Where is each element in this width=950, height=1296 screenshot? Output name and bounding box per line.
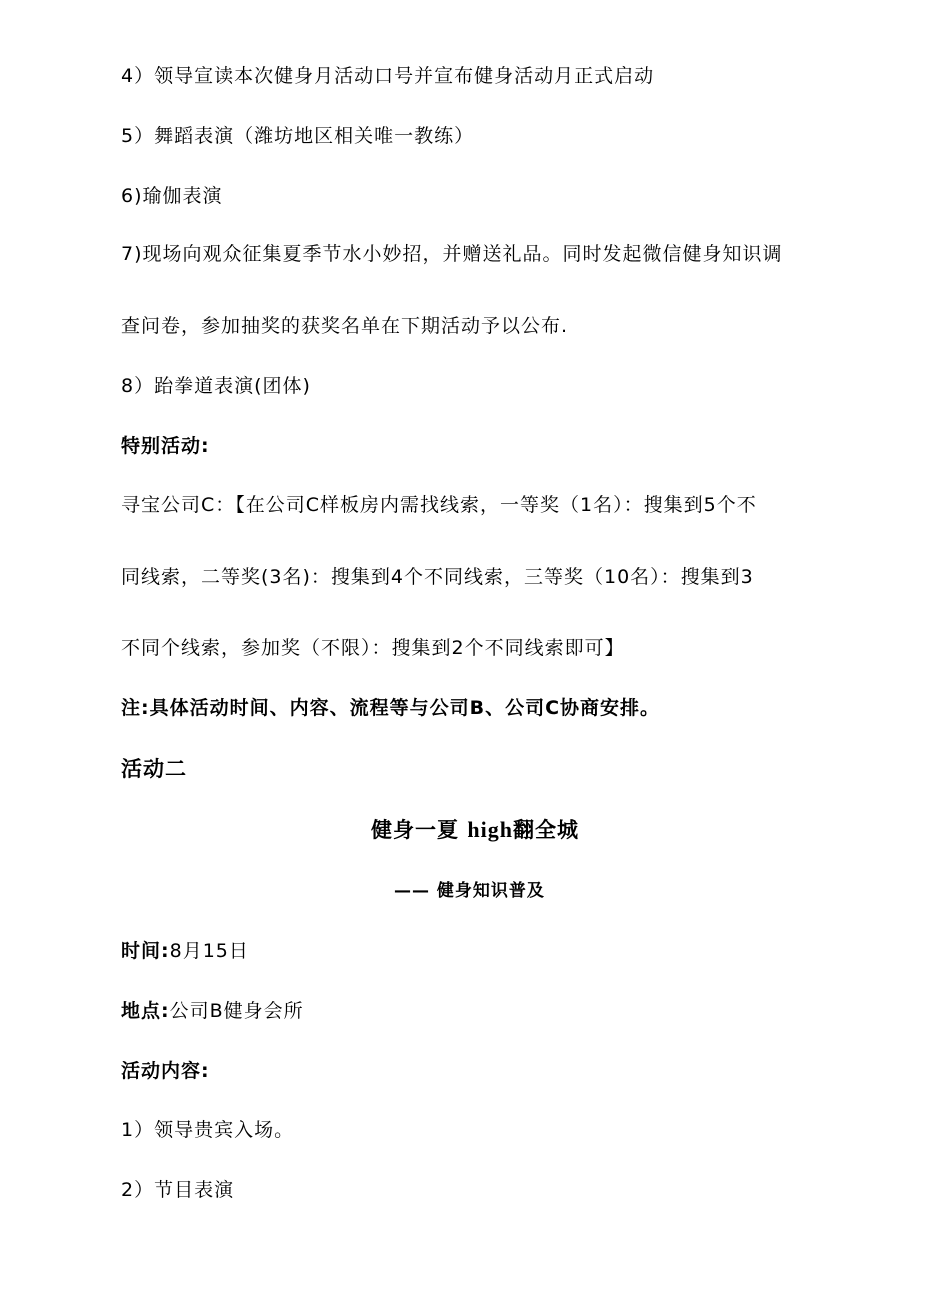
list-item: 6)瑜伽表演 <box>121 185 223 207</box>
time-value: 8月15日 <box>169 940 249 962</box>
list-item: 4）领导宣读本次健身月活动口号并宣布健身活动月正式启动 <box>121 65 655 87</box>
note-text: 注:具体活动时间、内容、流程等与公司B、公司C协商安排。 <box>121 697 661 719</box>
special-activity-heading: 特别活动: <box>121 435 210 457</box>
list-item: 5）舞蹈表演（潍坊地区相关唯一教练） <box>121 125 475 147</box>
place-row <box>121 999 840 1023</box>
list-item: 1）领导贵宾入场。 <box>121 1119 295 1141</box>
content-label: 活动内容: <box>121 1060 210 1082</box>
time-label: 时间: <box>121 940 170 962</box>
title-part: 健身一夏 <box>371 818 460 842</box>
time-row <box>121 939 840 963</box>
place-label: 地点: <box>121 1000 170 1022</box>
title-part: 翻全城 <box>512 818 579 842</box>
list-item-continuation: 查问卷，参加抽奖的获奖名单在下期活动予以公布. <box>121 315 569 337</box>
activity-title <box>0 818 950 842</box>
special-activity-text: 同线索，二等奖(3名)：搜集到4个不同线索，三等奖（10名）：搜集到3 <box>121 566 754 588</box>
list-item: 7)现场向观众征集夏季节水小妙招，并赠送礼品。同时发起微信健身知识调 <box>121 243 783 265</box>
activity-two-heading: 活动二 <box>121 757 187 781</box>
activity-subtitle: —— 健身知识普及 <box>394 881 545 901</box>
title-part-latin: high <box>467 817 513 842</box>
special-activity-text: 不同个线索，参加奖（不限）：搜集到2个不同线索即可】 <box>121 637 625 659</box>
list-item: 8）跆拳道表演(团体) <box>121 375 311 397</box>
place-value: 公司B健身会所 <box>169 1000 304 1022</box>
list-item: 2）节目表演 <box>121 1179 235 1201</box>
special-activity-text: 寻宝公司C：【在公司C样板房内需找线索，一等奖（1名）：搜集到5个不 <box>121 494 757 516</box>
